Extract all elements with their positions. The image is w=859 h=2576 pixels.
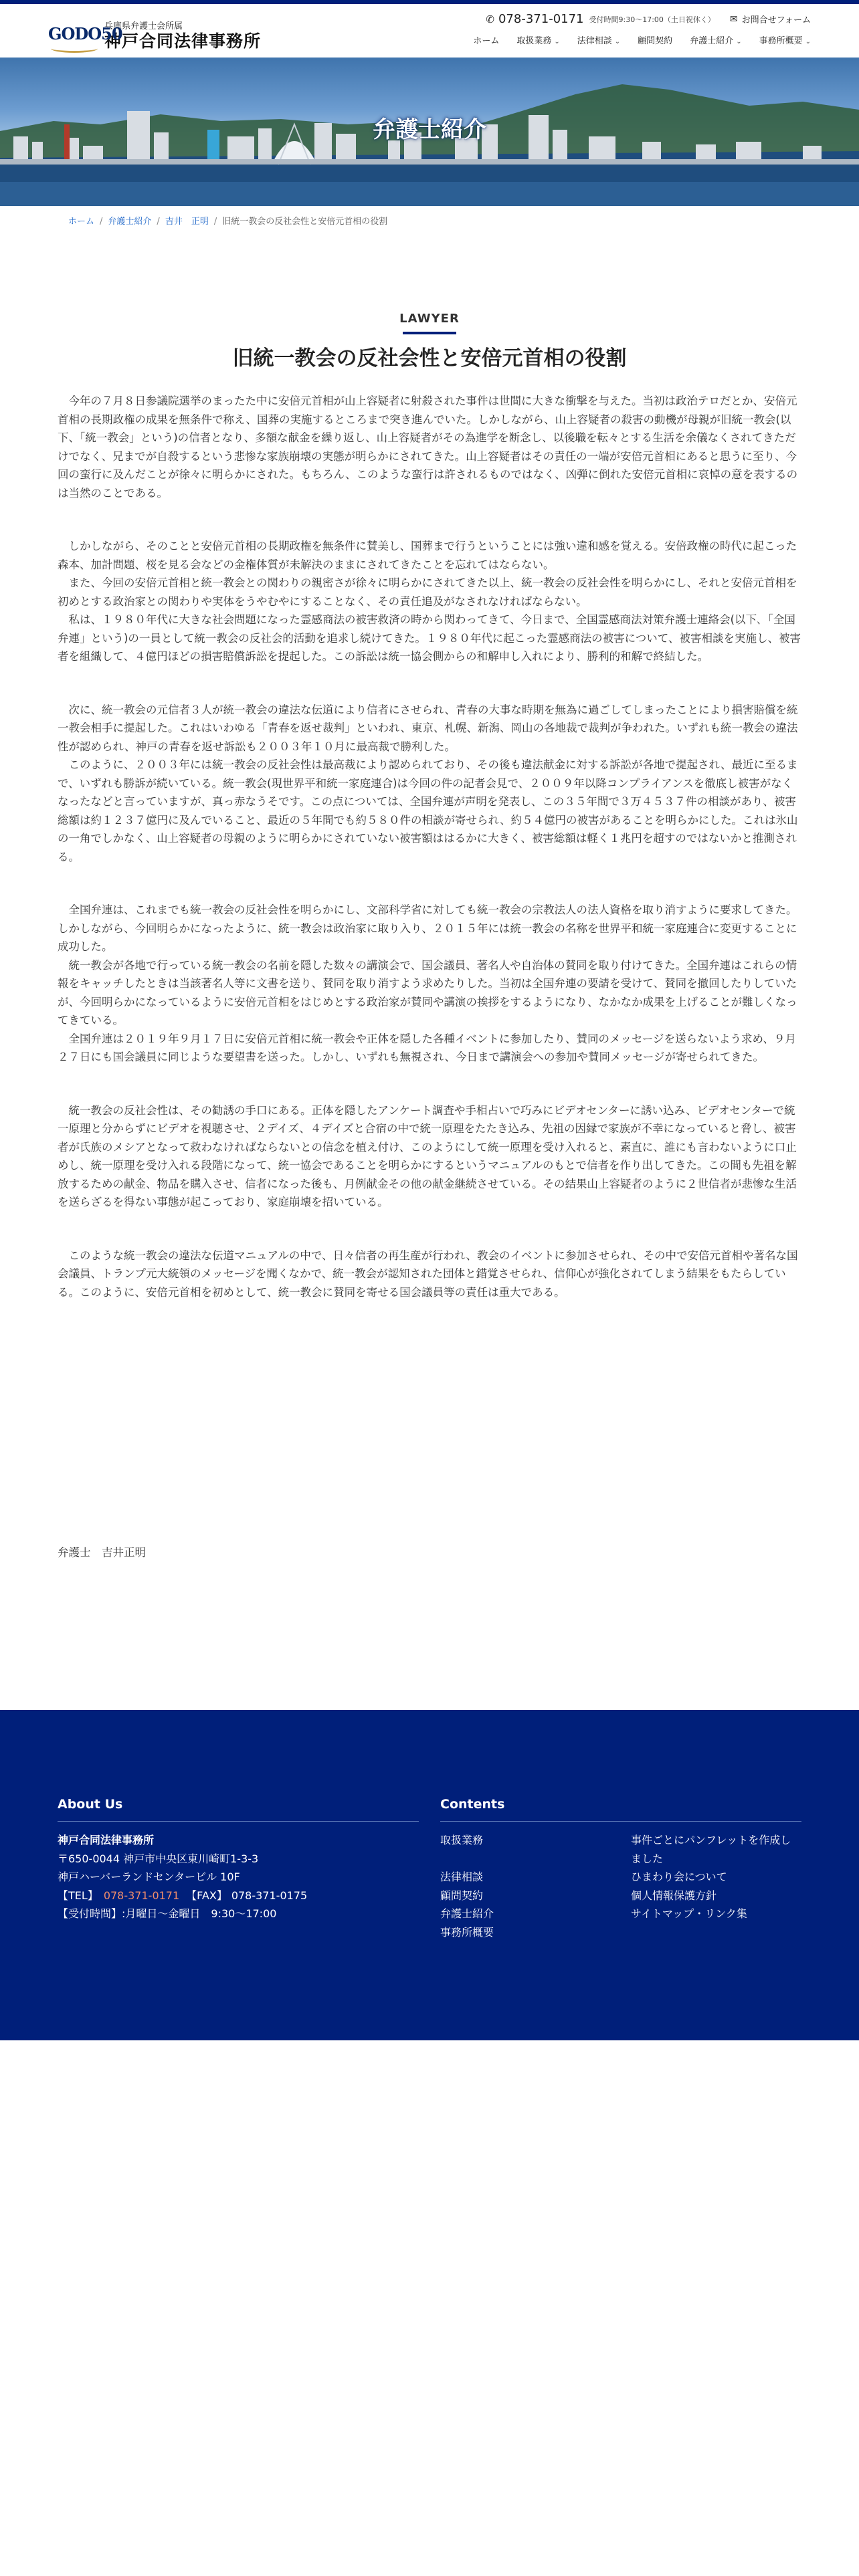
footer-about-heading: About Us — [58, 1797, 419, 1822]
hero-title: 弁護士紹介 — [373, 116, 486, 143]
site-logo[interactable] — [48, 20, 261, 52]
footer-fax-label: 【FAX】 — [186, 1889, 227, 1902]
footer-link[interactable]: 事務所概要 — [440, 1925, 494, 1939]
nav-label: 顧問契約 — [638, 36, 673, 46]
chevron-down-icon: ⌄ — [554, 38, 560, 45]
logo-mark — [48, 20, 122, 52]
header-contact — [486, 12, 811, 26]
breadcrumb — [68, 214, 387, 227]
hero-banner — [0, 58, 859, 206]
footer-contents — [440, 1797, 801, 1941]
phone-icon: ✆ — [486, 13, 494, 25]
site-footer — [0, 1710, 859, 2040]
contact-form-link[interactable]: お問合せフォーム — [741, 15, 811, 25]
footer-tel-label: 【TEL】 — [58, 1889, 98, 1902]
footer-link[interactable]: 取扱業務 — [440, 1834, 484, 1846]
eyebrow-underline — [403, 332, 456, 334]
nav-label: 事務所概要 — [759, 36, 803, 46]
footer-link[interactable]: 個人情報保護方針 — [631, 1889, 717, 1902]
article-author: 弁護士 吉井正明 — [58, 1546, 146, 1559]
footer-about — [58, 1797, 419, 1923]
footer-link[interactable]: 法律相談 — [440, 1870, 484, 1883]
footer-hours: 【受付時間】:月曜日〜金曜日 9:30〜17:00 — [58, 1907, 277, 1920]
footer-link[interactable]: ひまわり会について — [631, 1870, 727, 1883]
logo-mark-text: GODO50 — [48, 24, 122, 43]
page-title: 旧統一教会の反社会性と安倍元首相の役割 — [232, 346, 627, 370]
nav-label: 取扱業務 — [516, 36, 552, 46]
logo-title: 神戸合同法律事務所 — [104, 31, 262, 51]
footer-link[interactable]: サイトマップ・リンク集 — [631, 1907, 747, 1920]
chevron-down-icon: ⌄ — [736, 38, 742, 45]
mail-icon: ✉ — [729, 13, 738, 25]
nav-services[interactable] — [516, 33, 559, 46]
footer-tel-fax — [58, 1887, 419, 1905]
breadcrumb-lawyer-name[interactable]: 吉井 正明 — [165, 217, 209, 227]
nav-office[interactable] — [759, 33, 811, 46]
article-body — [58, 392, 801, 1336]
footer-fax: 078-371-0175 — [231, 1889, 308, 1902]
nav-consultation[interactable] — [577, 33, 620, 46]
footer-links — [440, 1831, 801, 1941]
article-paragraph: 統一教会の反社会性は、その勧誘の手口にある。正体を隠したアンケート調査や手相占いで巧みにビデオセンターに誘い込み、ビデオセンターで統一原理と分からずにビデオを視聴させ、２デイズ、４デイズと合宿の中で統一原理をたたき込み、先祖の因縁で家族が不幸になっていると脅し、被害者が氏族のメシアとなって救わなければならないとの信念を植え付け、このようにして統一原理を受け入れると、素直に、誰にも言わないように口止めし、統一原理を受け入れる段階になって、統一協会であることを明らかにするというマニュアルのもとで信者を作り出してきた。この間も先祖を解放するための献金、物品を購入させ、信者になった後も、月例献金その他の献金継続させている。その結果山上容疑者のように２世信者が悲惨な生活を送らざるを得ない事態が起こっており、家庭崩壊を招いている。 — [58, 1103, 797, 1208]
footer-address-block — [58, 1831, 419, 1923]
logo-subtitle: 兵庫県弁護士会所属 — [104, 21, 183, 31]
footer-tel-link[interactable]: 078-371-0171 — [103, 1889, 180, 1902]
chevron-down-icon: ⌄ — [805, 38, 811, 45]
logo-arc — [51, 44, 98, 53]
global-nav — [473, 33, 811, 46]
article-paragraph: 次に、統一教会の元信者３人が統一教会の違法な伝道により信者にさせられ、青春の大事な時期を無為に過ごしてしまったことにより損害賠償を統一教会相手に提起した。これはいわゆる「青春を返せ裁判」といわれ、東京、札幌、新潟、岡山の各地裁で裁判が争われた。いずれも統一教会の違法性が認められ、神戸の青春を返せ訴訟も２００３年１０月に最高裁で勝利した。 このように、２００３年には統一教会の反社会性は最高裁により認められており、その後も違法献金に対する訴訟が各地で提起され、最近に至るまで、いずれも勝訴が続いている。統一教会(現世界平和統一家庭連合)は今回の件の記者会見で、２００９年以降コンプライアンスを徹底し被害がなくなったなどと言っていますが、真っ赤なうそです。この点については、全国弁連が声明を発表し、この３５年間で３万４５３７件の相談があり、被害総額は約１２３７億円に及んでいること、最近の５年間でも約５８０件の相談が寄せられ、約５４億円の被害があることを明らかにした。これは氷山の一角でしかなく、山上容疑者の母親のように明らかにされていない被害額ははるかに大きく、被害総額は軽く１兆円を超すのではないかと推測される。 — [58, 703, 798, 863]
breadcrumb-home[interactable]: ホーム — [68, 217, 95, 227]
footer-link[interactable]: 弁護士紹介 — [440, 1907, 494, 1920]
breadcrumb-current: 旧統一教会の反社会性と安倍元首相の役割 — [222, 217, 388, 227]
footer-firm-name: 神戸合同法律事務所 — [58, 1834, 155, 1846]
header-hours: 受付時間9:30〜17:00（土日祝休く） — [589, 15, 715, 24]
footer-contents-heading: Contents — [440, 1797, 801, 1822]
article-paragraph: このような統一教会の違法な伝道マニュアルの中で、日々信者の再生産が行われ、教会のイベントに参加させられ、その中で安倍元首相や著名な国会議員、トランプ元大統領のメッセージを聞くなかで、統一教会が認知された団体と錯覚させられ、信仰心が強化されてしまう結果をもたらしている。このように、安倍元首相を初めとして、統一教会に賛同を寄せる国会議員等の責任は重大である。 — [58, 1249, 798, 1299]
logo-text — [104, 21, 261, 51]
footer-link[interactable]: 事件ごとにパンフレットを作成しました — [631, 1834, 791, 1865]
article-paragraph: 全国弁連は、これまでも統一教会の反社会性を明らかにし、文部科学省に対しても統一教会の宗教法人の法人資格を取り消すように要求してきた。しかしながら、今回明らかになったように、統一教会は政治家に取り入り、２０１５年には統一教会の名称を世界平和統一家庭連合に変更することに成功した。 統一教会が各地で行っている統一教会の名前を隠した数々の講演会で、国会議員、著名人や自治体の賛同を取り付けてきた。全国弁連はこれらの情報をキャッチしたときは当該著名人等に文書を送り、賛同を取り消すよう求めたりした。当初は全国弁連の要請を受けて、賛同を撤回したりしていたが、今回明らかになっているように安倍元首相をはじめとする政治家が賛同や講演の挨拶をするようになり、なかなか成果を上げることが難しくなってきている。 全国弁連は２０１９年９月１７日に安倍元首相に統一教会や正体を隠した各種イベントに参加したり、賛同のメッセージを送らないよう求め、９月２７日にも国会議員に同じような要望書を送った。しかし、いずれも無視され、今日まで講演会への参加や賛同メッセージが寄せられてきた。 — [58, 903, 797, 1063]
nav-label: 弁護士紹介 — [690, 36, 734, 46]
breadcrumb-separator: / — [157, 217, 160, 227]
nav-lawyers[interactable] — [690, 33, 741, 46]
nav-advisory[interactable] — [638, 33, 672, 46]
header-phone[interactable]: 078-371-0171 — [498, 12, 584, 26]
nav-label: 法律相談 — [577, 36, 612, 46]
breadcrumb-separator: / — [100, 217, 103, 227]
nav-label: ホーム — [473, 36, 500, 46]
footer-address-line: 神戸ハーバーランドセンタービル 10F — [58, 1870, 240, 1883]
footer-link[interactable]: 顧問契約 — [440, 1889, 484, 1902]
site-header — [0, 4, 859, 58]
article-paragraph: しかしながら、そのことと安倍元首相の長期政権を無条件に賛美し、国葬まで行うということには強い違和感を覚える。安倍政権の時代に起こった森本、加計問題、桜を見る会などの金権体質が未解決のままにされてきたことを忘れてはならない。 また、今回の安倍元首相と統一教会との関わりの親密さが徐々に明らかにされてきた以上、統一教会の反社会性を明らかにし、それと安倍元首相を初めとする政治家との関わりや実体をうやむやにすることなく、その責任追及がなされなければならない。 私は、１９８０年代に大きな社会問題になった霊感商法の被害救済の時から関わってきて、今日まで、全国霊感商法対策弁護士連絡会(以下､「全国弁連」という)の一員として統一教会の反社会的活動を追求し続けてきた。１９８０年代に起こった霊感商法の被害について、被害相談を実施し、被害者を組織して、４億円ほどの損害賠償訴訟を提起した。この訴訟は統一協会側からの和解申し入れにより、勝利的和解で終結した。 — [58, 540, 801, 663]
footer-address-line: 〒650-0044 神戸市中央区東川崎町1-3-3 — [58, 1852, 259, 1865]
section-eyebrow: LAWYER — [399, 312, 460, 326]
chevron-down-icon: ⌄ — [614, 38, 621, 45]
article-paragraph: 今年の７月８日参議院選挙のまったた中に安倍元首相が山上容疑者に射殺された事件は世間に大きな衝撃を与えた。当初は政治テロだとか、安倍元首相の長期政権の成果を無条件で称え、国葬の実施するところまで突き進んでいた。しかしながら、山上容疑者の殺害の動機が母親が旧統一教会(以下、「統一教会」という)の信者となり、多額な献金を繰り返し、山上容疑者がその為進学を断念し、以後職を転々とする生活を余儀なくされてきただけでなく、兄までが自殺するという悲惨な家族崩壊の実態が明らかにされてきた。山上容疑者はその責任の一端が安倍元首相にあると思うに至り、今回の蛮行に及んだことが徐々に明らかにされた。もちろん、このような蛮行は許されるものではなく、凶弾に倒れた安倍元首相に哀悼の意を表するのは当然のことである。 — [58, 395, 798, 500]
breadcrumb-lawyers[interactable]: 弁護士紹介 — [108, 217, 152, 227]
breadcrumb-separator: / — [213, 217, 217, 227]
nav-home[interactable] — [473, 33, 499, 46]
